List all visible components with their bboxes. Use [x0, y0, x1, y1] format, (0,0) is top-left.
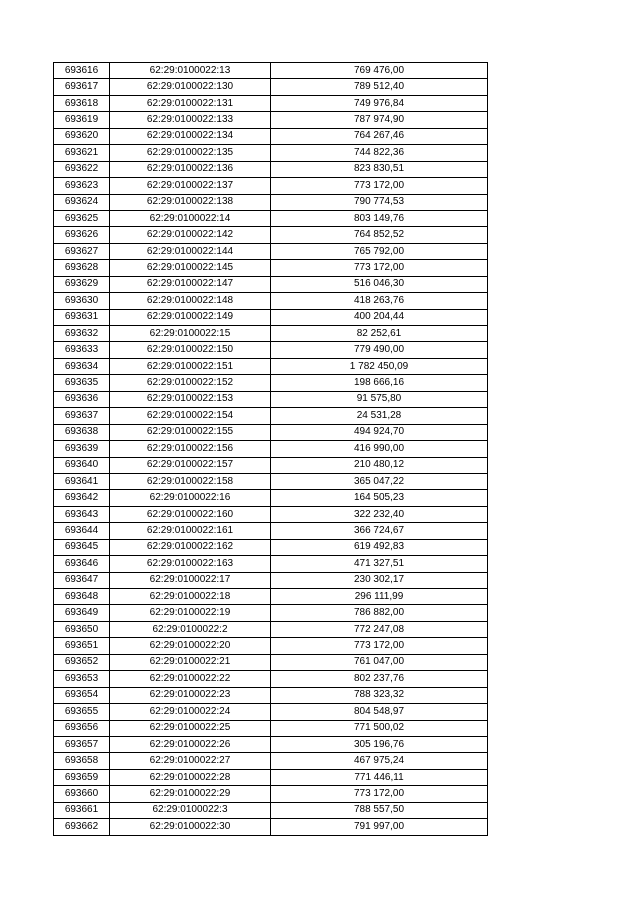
cadastral-number-cell: 62:29:0100022:13: [110, 63, 271, 79]
cadastral-value-cell: 619 492,83: [271, 539, 488, 555]
row-id-cell: 693642: [54, 490, 110, 506]
cadastral-value-cell: 772 247,08: [271, 621, 488, 637]
cadastral-number-cell: 62:29:0100022:151: [110, 358, 271, 374]
row-id-cell: 693641: [54, 473, 110, 489]
cadastral-value-cell: 322 232,40: [271, 506, 488, 522]
table-row: [54, 161, 488, 177]
cadastral-value-cell: 164 505,23: [271, 490, 488, 506]
table-row: [54, 342, 488, 358]
cadastral-value-cell: 82 252,61: [271, 326, 488, 342]
table-row: [54, 556, 488, 572]
row-id-cell: 693637: [54, 408, 110, 424]
row-id-cell: 693627: [54, 243, 110, 259]
row-id-cell: 693635: [54, 375, 110, 391]
row-id-cell: 693646: [54, 556, 110, 572]
table-row: [54, 358, 488, 374]
table-row: [54, 457, 488, 473]
table-row: [54, 572, 488, 588]
cadastral-number-cell: 62:29:0100022:15: [110, 326, 271, 342]
cadastral-value-cell: 788 323,32: [271, 687, 488, 703]
table-row: [54, 523, 488, 539]
cadastral-number-cell: 62:29:0100022:144: [110, 243, 271, 259]
cadastral-number-cell: 62:29:0100022:145: [110, 260, 271, 276]
cadastral-number-cell: 62:29:0100022:20: [110, 638, 271, 654]
cadastral-value-cell: 416 990,00: [271, 441, 488, 457]
cadastral-number-cell: 62:29:0100022:28: [110, 769, 271, 785]
cadastral-value-table: [53, 62, 488, 836]
table-row: [54, 802, 488, 818]
cadastral-number-cell: 62:29:0100022:149: [110, 309, 271, 325]
cadastral-number-cell: 62:29:0100022:3: [110, 802, 271, 818]
table-row: [54, 490, 488, 506]
cadastral-number-cell: 62:29:0100022:158: [110, 473, 271, 489]
cadastral-value-cell: 765 792,00: [271, 243, 488, 259]
cadastral-number-cell: 62:29:0100022:136: [110, 161, 271, 177]
cadastral-value-cell: 771 500,02: [271, 720, 488, 736]
cadastral-number-cell: 62:29:0100022:154: [110, 408, 271, 424]
cadastral-number-cell: 62:29:0100022:16: [110, 490, 271, 506]
row-id-cell: 693639: [54, 441, 110, 457]
row-id-cell: 693622: [54, 161, 110, 177]
row-id-cell: 693654: [54, 687, 110, 703]
cadastral-value-cell: 230 302,17: [271, 572, 488, 588]
cadastral-value-cell: 365 047,22: [271, 473, 488, 489]
row-id-cell: 693629: [54, 276, 110, 292]
row-id-cell: 693631: [54, 309, 110, 325]
cadastral-value-cell: 773 172,00: [271, 638, 488, 654]
row-id-cell: 693655: [54, 704, 110, 720]
cadastral-number-cell: 62:29:0100022:131: [110, 95, 271, 111]
cadastral-value-cell: 210 480,12: [271, 457, 488, 473]
cadastral-number-cell: 62:29:0100022:29: [110, 786, 271, 802]
cadastral-number-cell: 62:29:0100022:30: [110, 819, 271, 835]
table-row: [54, 786, 488, 802]
cadastral-value-cell: 764 852,52: [271, 227, 488, 243]
row-id-cell: 693624: [54, 194, 110, 210]
cadastral-value-cell: 400 204,44: [271, 309, 488, 325]
cadastral-value-cell: 771 446,11: [271, 769, 488, 785]
row-id-cell: 693626: [54, 227, 110, 243]
table-row: [54, 63, 488, 79]
row-id-cell: 693621: [54, 145, 110, 161]
cadastral-number-cell: 62:29:0100022:133: [110, 112, 271, 128]
row-id-cell: 693653: [54, 671, 110, 687]
table-row: [54, 720, 488, 736]
cadastral-value-cell: 91 575,80: [271, 391, 488, 407]
table-row: [54, 769, 488, 785]
row-id-cell: 693661: [54, 802, 110, 818]
cadastral-value-cell: 749 976,84: [271, 95, 488, 111]
cadastral-value-cell: 471 327,51: [271, 556, 488, 572]
table-row: [54, 178, 488, 194]
cadastral-number-cell: 62:29:0100022:24: [110, 704, 271, 720]
row-id-cell: 693651: [54, 638, 110, 654]
table-row: [54, 375, 488, 391]
row-id-cell: 693628: [54, 260, 110, 276]
cadastral-value-cell: 24 531,28: [271, 408, 488, 424]
cadastral-number-cell: 62:29:0100022:19: [110, 605, 271, 621]
row-id-cell: 693623: [54, 178, 110, 194]
cadastral-number-cell: 62:29:0100022:157: [110, 457, 271, 473]
row-id-cell: 693620: [54, 128, 110, 144]
cadastral-value-cell: 764 267,46: [271, 128, 488, 144]
table-row: [54, 293, 488, 309]
cadastral-value-cell: 803 149,76: [271, 210, 488, 226]
cadastral-number-cell: 62:29:0100022:134: [110, 128, 271, 144]
table-row: [54, 145, 488, 161]
table-row: [54, 589, 488, 605]
row-id-cell: 693647: [54, 572, 110, 588]
table-row: [54, 441, 488, 457]
table-row: [54, 243, 488, 259]
cadastral-value-cell: 366 724,67: [271, 523, 488, 539]
cadastral-number-cell: 62:29:0100022:147: [110, 276, 271, 292]
table-row: [54, 326, 488, 342]
table-row: [54, 605, 488, 621]
cadastral-value-cell: 761 047,00: [271, 654, 488, 670]
cadastral-number-cell: 62:29:0100022:2: [110, 621, 271, 637]
row-id-cell: 693643: [54, 506, 110, 522]
cadastral-number-cell: 62:29:0100022:130: [110, 79, 271, 95]
table-row: [54, 473, 488, 489]
table-row: [54, 227, 488, 243]
cadastral-value-cell: 296 111,99: [271, 589, 488, 605]
table-row: [54, 621, 488, 637]
cadastral-number-cell: 62:29:0100022:27: [110, 753, 271, 769]
table-row: [54, 79, 488, 95]
row-id-cell: 693657: [54, 736, 110, 752]
row-id-cell: 693640: [54, 457, 110, 473]
row-id-cell: 693617: [54, 79, 110, 95]
cadastral-number-cell: 62:29:0100022:161: [110, 523, 271, 539]
cadastral-value-cell: 198 666,16: [271, 375, 488, 391]
cadastral-value-cell: 787 974,90: [271, 112, 488, 128]
cadastral-value-cell: 804 548,97: [271, 704, 488, 720]
cadastral-number-cell: 62:29:0100022:156: [110, 441, 271, 457]
row-id-cell: 693650: [54, 621, 110, 637]
table-row: [54, 506, 488, 522]
table-row: [54, 424, 488, 440]
row-id-cell: 693619: [54, 112, 110, 128]
table-row: [54, 194, 488, 210]
row-id-cell: 693638: [54, 424, 110, 440]
table-row: [54, 654, 488, 670]
cadastral-number-cell: 62:29:0100022:162: [110, 539, 271, 555]
row-id-cell: 693645: [54, 539, 110, 555]
cadastral-value-cell: 494 924,70: [271, 424, 488, 440]
table-row: [54, 753, 488, 769]
cadastral-number-cell: 62:29:0100022:17: [110, 572, 271, 588]
cadastral-value-cell: 418 263,76: [271, 293, 488, 309]
cadastral-number-cell: 62:29:0100022:21: [110, 654, 271, 670]
table-row: [54, 819, 488, 835]
row-id-cell: 693659: [54, 769, 110, 785]
row-id-cell: 693662: [54, 819, 110, 835]
row-id-cell: 693660: [54, 786, 110, 802]
cadastral-number-cell: 62:29:0100022:25: [110, 720, 271, 736]
cadastral-value-cell: 790 774,53: [271, 194, 488, 210]
cadastral-value-cell: 788 557,50: [271, 802, 488, 818]
cadastral-number-cell: 62:29:0100022:23: [110, 687, 271, 703]
row-id-cell: 693634: [54, 358, 110, 374]
cadastral-value-cell: 786 882,00: [271, 605, 488, 621]
row-id-cell: 693649: [54, 605, 110, 621]
cadastral-value-cell: 779 490,00: [271, 342, 488, 358]
cadastral-value-cell: 789 512,40: [271, 79, 488, 95]
cadastral-number-cell: 62:29:0100022:22: [110, 671, 271, 687]
row-id-cell: 693658: [54, 753, 110, 769]
cadastral-number-cell: 62:29:0100022:135: [110, 145, 271, 161]
row-id-cell: 693618: [54, 95, 110, 111]
table-row: [54, 687, 488, 703]
table-row: [54, 276, 488, 292]
table-row: [54, 638, 488, 654]
table-row: [54, 539, 488, 555]
cadastral-value-cell: 791 997,00: [271, 819, 488, 835]
row-id-cell: 693633: [54, 342, 110, 358]
table-body: [54, 63, 488, 836]
table-row: [54, 210, 488, 226]
row-id-cell: 693616: [54, 63, 110, 79]
row-id-cell: 693648: [54, 589, 110, 605]
cadastral-value-cell: 744 822,36: [271, 145, 488, 161]
row-id-cell: 693632: [54, 326, 110, 342]
table-row: [54, 671, 488, 687]
table-row: [54, 736, 488, 752]
cadastral-value-cell: 516 046,30: [271, 276, 488, 292]
cadastral-value-cell: 802 237,76: [271, 671, 488, 687]
cadastral-number-cell: 62:29:0100022:18: [110, 589, 271, 605]
row-id-cell: 693652: [54, 654, 110, 670]
table-row: [54, 95, 488, 111]
cadastral-value-cell: 467 975,24: [271, 753, 488, 769]
cadastral-number-cell: 62:29:0100022:155: [110, 424, 271, 440]
cadastral-number-cell: 62:29:0100022:160: [110, 506, 271, 522]
row-id-cell: 693636: [54, 391, 110, 407]
cadastral-value-cell: 305 196,76: [271, 736, 488, 752]
table-row: [54, 408, 488, 424]
cadastral-number-cell: 62:29:0100022:142: [110, 227, 271, 243]
row-id-cell: 693644: [54, 523, 110, 539]
table-row: [54, 260, 488, 276]
table-row: [54, 309, 488, 325]
cadastral-value-cell: 773 172,00: [271, 260, 488, 276]
cadastral-number-cell: 62:29:0100022:148: [110, 293, 271, 309]
table-row: [54, 704, 488, 720]
row-id-cell: 693625: [54, 210, 110, 226]
table-row: [54, 128, 488, 144]
table-row: [54, 391, 488, 407]
cadastral-number-cell: 62:29:0100022:153: [110, 391, 271, 407]
cadastral-number-cell: 62:29:0100022:150: [110, 342, 271, 358]
row-id-cell: 693630: [54, 293, 110, 309]
cadastral-number-cell: 62:29:0100022:152: [110, 375, 271, 391]
row-id-cell: 693656: [54, 720, 110, 736]
cadastral-number-cell: 62:29:0100022:137: [110, 178, 271, 194]
cadastral-number-cell: 62:29:0100022:138: [110, 194, 271, 210]
cadastral-value-cell: 773 172,00: [271, 786, 488, 802]
cadastral-value-cell: 773 172,00: [271, 178, 488, 194]
cadastral-value-cell: 1 782 450,09: [271, 358, 488, 374]
cadastral-value-cell: 769 476,00: [271, 63, 488, 79]
cadastral-number-cell: 62:29:0100022:26: [110, 736, 271, 752]
table-row: [54, 112, 488, 128]
cadastral-number-cell: 62:29:0100022:14: [110, 210, 271, 226]
cadastral-value-cell: 823 830,51: [271, 161, 488, 177]
cadastral-number-cell: 62:29:0100022:163: [110, 556, 271, 572]
